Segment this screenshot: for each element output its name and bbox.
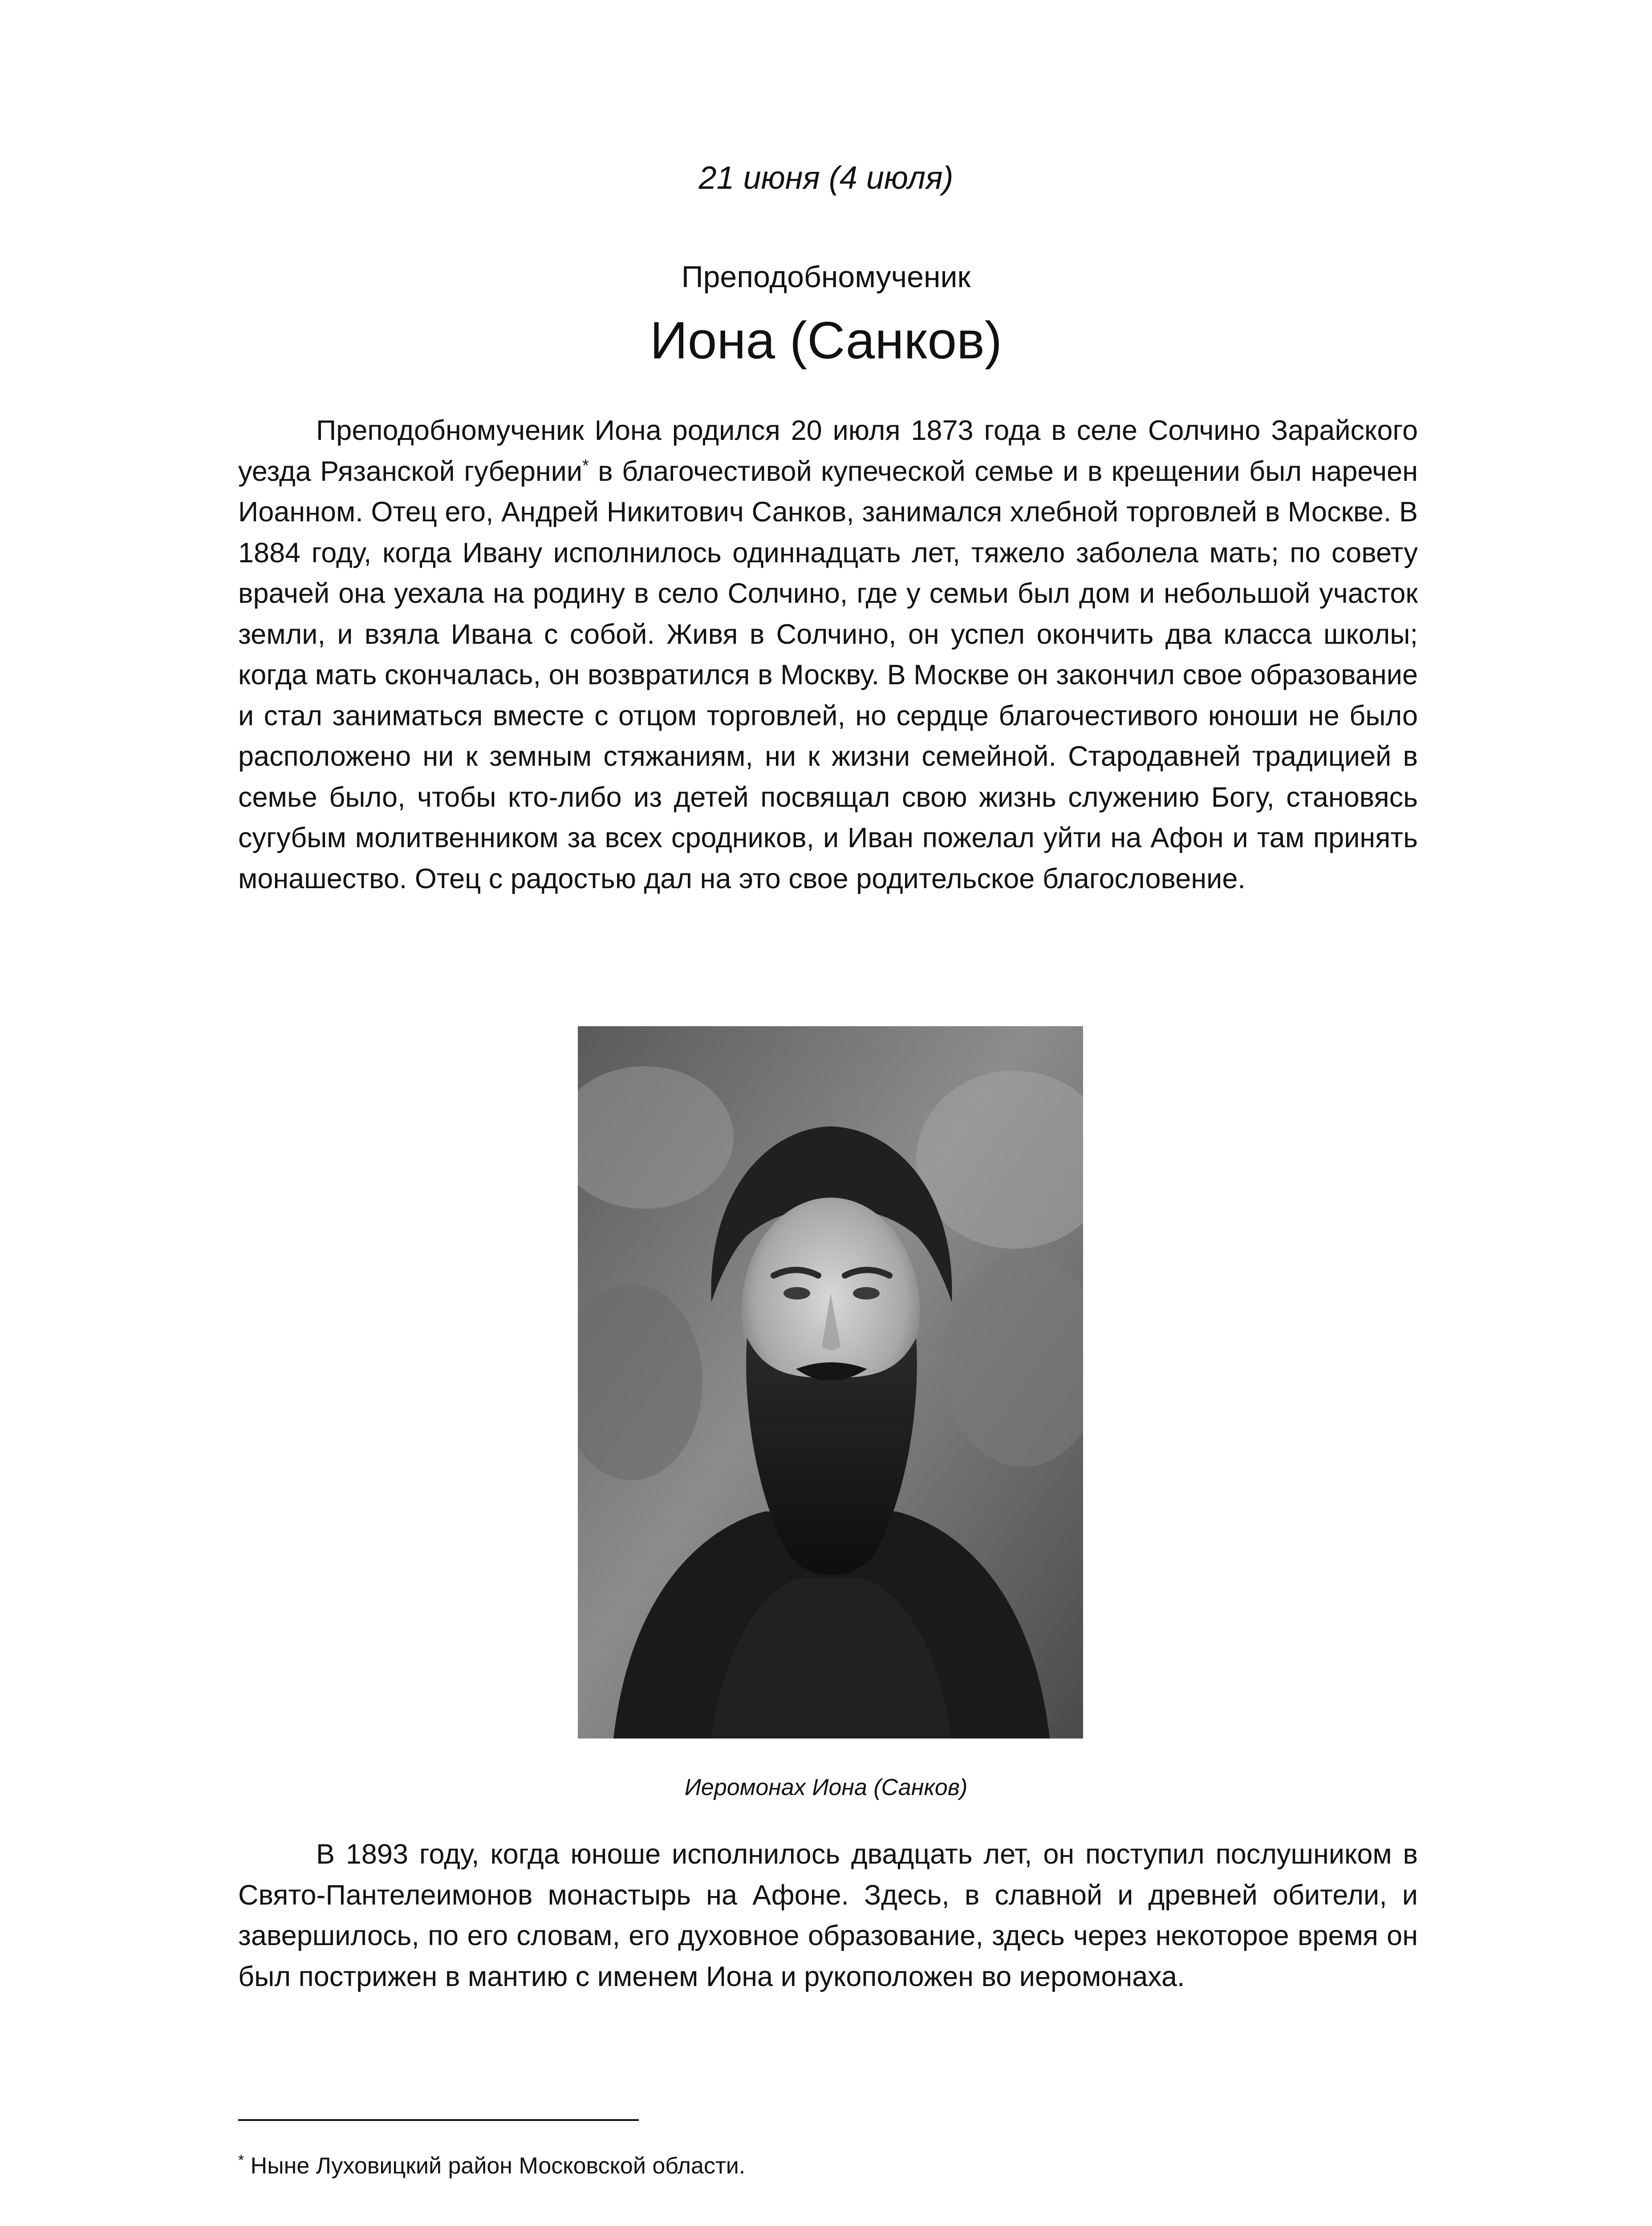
paragraph-1-text-a: Преподобномученик Иона родился 20 июля 1873 года в селе Солчино Зарайского уезда Рязанской губернии [238,415,1418,487]
feast-date: 21 июня (4 июля) [698,160,954,196]
saint-rank: Преподобномученик [681,260,971,294]
paragraph-2: В 1893 году, когда юноше исполнилось двадцать лет, он поступил послушником в Свято-Пантелеимонов монастырь на Афоне. Здесь, в славной и древней обители, и завершилось, по его словам, его духовное образование, здесь через некоторое время он был пострижен в мантию с именем Иона и рукоположен во иеромонаха. [238,1839,1418,1992]
photo-caption: Иеромонах Иона (Санков) [684,1775,968,1800]
footnote-text: Ныне Луховицкий район Московской области. [244,2153,746,2179]
portrait-photo-drawing [578,1026,1083,1739]
footnote-separator [238,2119,639,2121]
footnote [238,2148,1418,2184]
paragraph-1-text-b: в благочестивой купеческой семье и в крещении был наречен Иоанном. Отец его, Андрей Никитович Санков, занимался хлебной торговлей в Москве. В 1884 году, когда Ивану исполнилось одиннадцать лет, тяжело заболела мать; по совету врачей она уехала на родину в село Солчино, где у семьи был дом и небольшой участок земли, и взяла Ивана с собой. Живя в Солчино, он успел окончить два класса школы; когда мать скончалась, он возвратился в Москву. В Москве он закончил свое образование и стал заниматься вместе с отцом торговлей, но сердце благочестивого юноши не было расположено ни к земным стяжаниям, ни к жизни семейной. Стародавней традицией в семье было, чтобы кто-либо из детей посвящал свою жизнь служению Богу, становясь сугубым молитвенником за всех сродников, и Иван пожелал уйти на Афон и там принять монашество. Отец с радостью дал на это свое родительское благословение. [238,455,1418,894]
footnote-mark: * [238,2152,244,2169]
paragraph-1 [238,410,1418,899]
portrait-photo [578,1026,1083,1739]
page-title: Иона (Санков) [649,311,1003,370]
footnote-reference[interactable]: * [582,456,589,475]
